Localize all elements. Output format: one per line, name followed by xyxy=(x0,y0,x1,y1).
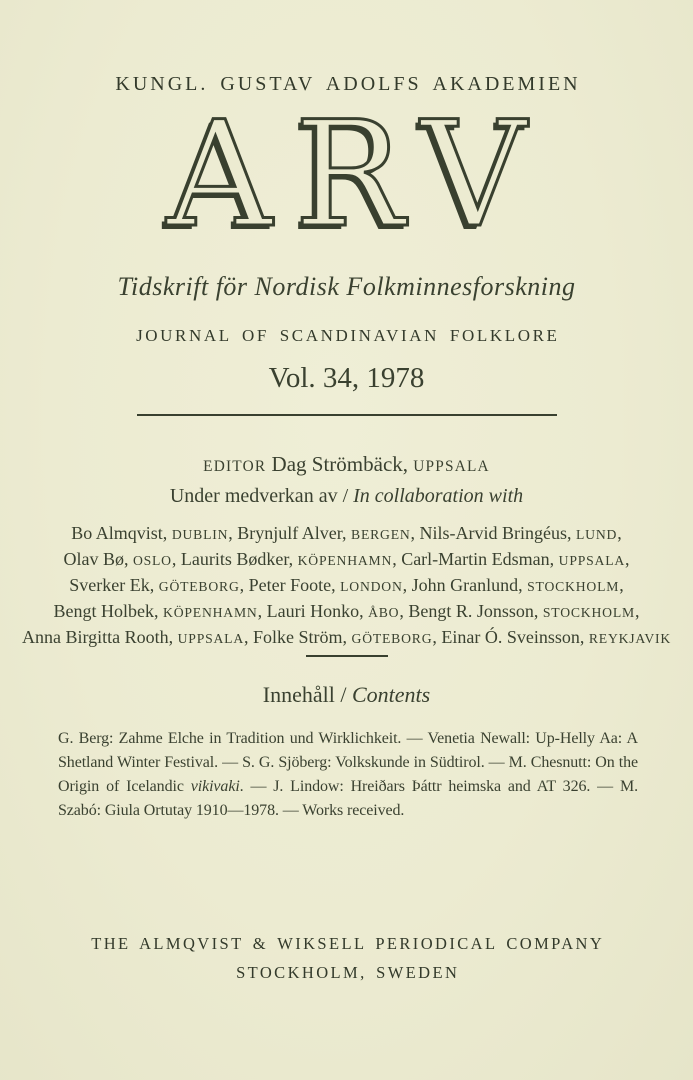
collaboration-label-english: In collaboration with xyxy=(353,485,524,507)
collaborator-name: , Nils-Arvid Bringéus, xyxy=(410,523,577,543)
collaborator-line xyxy=(0,521,693,547)
collaborator-city: REYKJAVIK xyxy=(588,631,672,646)
collaboration-line xyxy=(0,483,693,509)
contents-paragraph xyxy=(58,727,638,823)
divider-rule xyxy=(137,414,557,416)
collaborator-name: , Bengt R. Jonsson, xyxy=(399,601,543,621)
collaborator-city: GÖTEBORG xyxy=(351,631,433,646)
collaborator-name: , xyxy=(625,549,630,569)
collaborator-city: ÅBO xyxy=(368,605,400,620)
contents-text-1: G. Berg: Zahme Elche in Tradition und Wirklichkeit. — Venetia Newall: Up-Helly Aa: A Shetland Winter Festival. — S. G. Sjöberg: Volkskunde in Südtirol. — M. Chesnutt: On the Origin of Icelandic xyxy=(58,730,638,795)
collaborator-name: Anna Birgitta Rooth, xyxy=(21,627,178,647)
collaborator-city: LONDON xyxy=(340,579,403,594)
collaborator-name: Bengt Holbek, xyxy=(53,601,164,621)
contents-text-italic: vikivaki xyxy=(190,778,240,795)
editor-line xyxy=(0,450,693,481)
editor-label: EDITOR xyxy=(203,458,267,475)
contents-heading xyxy=(0,681,693,709)
editor-city: UPPSALA xyxy=(413,458,490,475)
collaborator-name: , John Granlund, xyxy=(402,575,528,595)
collaborator-line xyxy=(0,547,693,573)
collaborator-name: , xyxy=(619,575,624,595)
contents-heading-separator: / xyxy=(334,682,352,707)
publisher-name: THE ALMQVIST & WIKSELL PERIODICAL COMPANY xyxy=(91,934,605,953)
journal-subtitle-swedish: Tidskrift för Nordisk Folkminnesforskning xyxy=(117,272,576,301)
collaborators-list xyxy=(0,521,693,651)
contents-text-2: . — J. Lindow: Hreiðars Þáttr heimska and AT 326. — M. Szabó: Giula Ortutay 1910—1978. — Works received. xyxy=(58,778,638,819)
collaborator-city: UPPSALA xyxy=(177,631,245,646)
publisher-block xyxy=(0,929,693,987)
collaborator-name: , Peter Foote, xyxy=(239,575,341,595)
collaborator-city: GÖTEBORG xyxy=(158,579,240,594)
publisher-location: STOCKHOLM, SWEDEN xyxy=(236,963,460,982)
collaborator-city: STOCKHOLM xyxy=(527,579,620,594)
collaboration-label-swedish: Under medverkan av / xyxy=(169,485,354,507)
collaborator-city: DUBLIN xyxy=(171,527,229,542)
contents-heading-english: Contents xyxy=(351,682,431,707)
collaborator-city: KÖPENHAMN xyxy=(297,553,393,568)
editor-name: Dag Strömbäck, xyxy=(266,452,414,476)
collaborator-city: BERGEN xyxy=(351,527,411,542)
contents-heading-swedish: Innehåll xyxy=(262,682,335,707)
collaborator-name: , Lauri Honko, xyxy=(257,601,369,621)
collaborator-name: , Einar Ó. Sveinsson, xyxy=(432,627,589,647)
journal-subtitle-english: JOURNAL OF SCANDINAVIAN FOLKLORE xyxy=(136,326,560,345)
collaborator-name: Olav Bø, xyxy=(63,549,133,569)
collaborator-line xyxy=(0,599,693,625)
collaborator-city: STOCKHOLM xyxy=(542,605,635,620)
collaborator-city: LUND xyxy=(576,527,618,542)
academy-name: KUNGL. GUSTAV ADOLFS AKADEMIEN xyxy=(115,73,581,95)
journal-title: ARV xyxy=(166,90,549,260)
collaborator-name: Sverker Ek, xyxy=(69,575,159,595)
collaborator-name: , Brynjulf Alver, xyxy=(228,523,352,543)
collaborator-city: KÖPENHAMN xyxy=(163,605,258,620)
collaborator-name: , xyxy=(634,601,640,621)
collaborator-name: , Folke Ström, xyxy=(244,627,352,647)
collaborator-city: OSLO xyxy=(132,553,172,568)
collaborator-city: UPPSALA xyxy=(558,553,626,568)
collaborator-name: Bo Almqvist, xyxy=(71,523,172,543)
collaborator-line xyxy=(0,573,693,599)
collaborator-name: , xyxy=(617,523,622,543)
volume-year: Vol. 34, 1978 xyxy=(268,362,425,394)
small-divider-rule xyxy=(306,655,388,657)
collaborator-name: , Laurits Bødker, xyxy=(171,549,298,569)
collaborator-name: , Carl-Martin Edsman, xyxy=(392,549,559,569)
collaborator-line xyxy=(0,625,693,651)
